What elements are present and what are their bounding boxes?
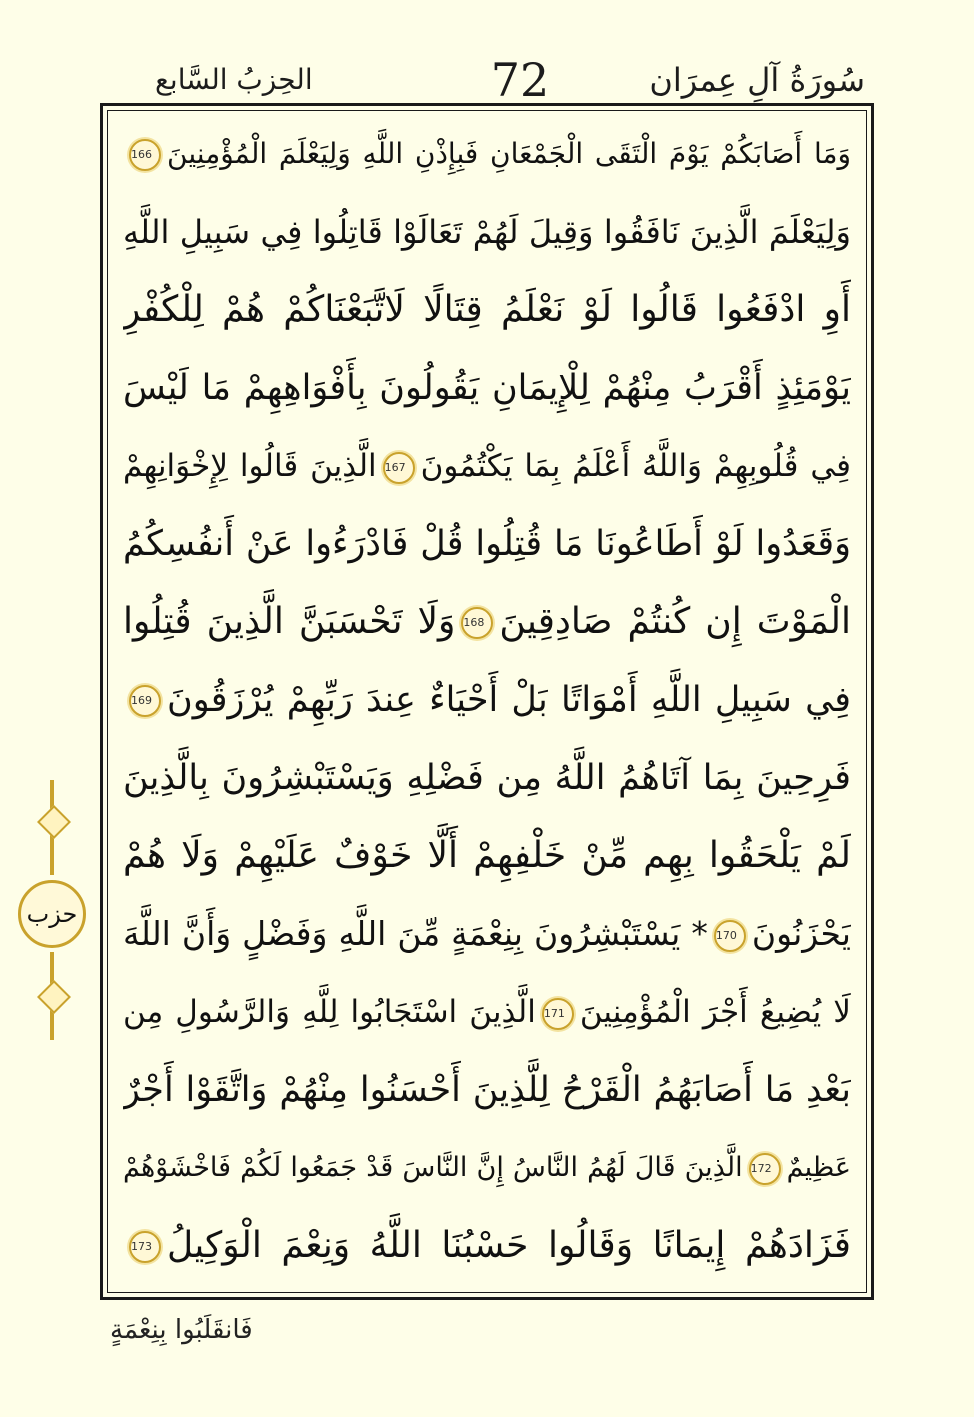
ayah-number-marker: 171	[542, 998, 574, 1030]
hizb-diamond-top-icon	[37, 805, 71, 839]
verse-text: الْمَوْتَ إِن كُنتُمْ صَادِقِينَ	[499, 601, 851, 642]
verse-line	[123, 428, 851, 504]
verse-line	[123, 116, 851, 192]
verse-lines	[123, 116, 851, 1287]
hizb-marker	[8, 780, 98, 1040]
verse-line	[123, 896, 851, 972]
verse-line	[123, 1130, 851, 1206]
verse-text: الَّذِينَ قَالَ لَهُمُ النَّاسُ إِنَّ النَّاسَ قَدْ جَمَعُوا لَكُمْ فَاخْشَوْهُمْ	[123, 1152, 743, 1183]
verse-text: يَحْزَنُونَ	[751, 914, 851, 953]
hizb-medallion	[18, 880, 86, 948]
hizb-diamond-bottom-icon	[37, 980, 71, 1014]
verse-line	[123, 584, 851, 660]
verse-line	[123, 350, 851, 426]
hizb-label: حزب	[26, 900, 78, 928]
ayah-number-marker: 167	[383, 452, 415, 484]
verse-text: بَعْدِ مَا أَصَابَهُمُ الْقَرْحُ لِلَّذِينَ أَحْسَنُوا مِنْهُمْ وَاتَّقَوْا أَجْرٌ	[123, 1070, 851, 1110]
catchword: فَانقَلَبُوا بِنِعْمَةٍ	[110, 1315, 253, 1345]
verse-line	[123, 194, 851, 270]
verse-text: وَمَا أَصَابَكُمْ يَوْمَ الْتَقَى الْجَمْعَانِ فَبِإِذْنِ اللَّهِ وَلِيَعْلَمَ الْمُؤْمِنِينَ	[167, 137, 851, 170]
ayah-number-marker: 166	[129, 139, 161, 171]
verse-text: الَّذِينَ قَالُوا لِإِخْوَانِهِمْ	[123, 448, 377, 484]
verse-text: فَزَادَهُمْ إِيمَانًا وَقَالُوا حَسْبُنَا اللَّهُ وَنِعْمَ الْوَكِيلُ	[167, 1225, 851, 1266]
verse-line	[123, 1052, 851, 1128]
verse-text: لَا يُضِيعُ أَجْرَ الْمُؤْمِنِينَ	[579, 994, 851, 1030]
text-frame	[100, 103, 874, 1300]
verse-line	[123, 740, 851, 816]
ayah-number-marker: 173	[129, 1231, 161, 1263]
verse-line	[123, 272, 851, 348]
page-header	[100, 55, 875, 105]
verse-text: وَلِيَعْلَمَ الَّذِينَ نَافَقُوا وَقِيلَ لَهُمْ تَعَالَوْا قَاتِلُوا فِي سَبِيلِ اللَّهِ	[123, 213, 851, 251]
verse-text: عَظِيمٌ	[786, 1152, 851, 1183]
verse-text: * يَسْتَبْشِرُونَ بِنِعْمَةٍ مِّنَ اللَّهِ وَفَضْلٍ وَأَنَّ اللَّهَ	[123, 914, 708, 953]
ayah-number-marker: 172	[749, 1153, 781, 1185]
verse-line	[123, 818, 851, 894]
verse-text: فَرِحِينَ بِمَا آتَاهُمُ اللَّهُ مِن فَضْلِهِ وَيَسْتَبْشِرُونَ بِالَّذِينَ	[123, 758, 851, 798]
ayah-number-marker: 170	[714, 920, 746, 952]
verse-text: الَّذِينَ اسْتَجَابُوا لِلَّهِ وَالرَّسُولِ مِن	[123, 994, 536, 1030]
verse-text: وَلَا تَحْسَبَنَّ الَّذِينَ قُتِلُوا	[123, 601, 456, 642]
verse-text: وَقَعَدُوا لَوْ أَطَاعُونَا مَا قُتِلُوا قُلْ فَادْرَءُوا عَنْ أَنفُسِكُمُ	[123, 524, 851, 564]
verse-line	[123, 974, 851, 1050]
hizb-title: الحِزبُ السَّابع	[155, 63, 313, 96]
verse-text: لَمْ يَلْحَقُوا بِهِم مِّنْ خَلْفِهِمْ أَلَّا خَوْفٌ عَلَيْهِمْ وَلَا هُمْ	[123, 835, 851, 876]
surah-title: سُورَةُ آلِ عِمرَان	[649, 61, 865, 99]
page-number: 72	[490, 53, 550, 107]
verse-line	[123, 662, 851, 738]
ayah-number-marker: 169	[129, 685, 161, 717]
verse-text: فِي قُلُوبِهِمْ وَاللَّهُ أَعْلَمُ بِمَا يَكْتُمُونَ	[420, 448, 851, 484]
ayah-number-marker: 168	[461, 607, 493, 639]
verse-text: فِي سَبِيلِ اللَّهِ أَمْوَاتًا بَلْ أَحْيَاءٌ عِندَ رَبِّهِمْ يُرْزَقُونَ	[167, 680, 851, 720]
verse-line	[123, 1208, 851, 1284]
verse-text: أَوِ ادْفَعُوا قَالُوا لَوْ نَعْلَمُ قِتَالًا لَاتَّبَعْنَاكُمْ هُمْ لِلْكُفْرِ	[123, 289, 851, 330]
verse-text: يَوْمَئِذٍ أَقْرَبُ مِنْهُمْ لِلْإِيمَانِ يَقُولُونَ بِأَفْوَاهِهِمْ مَا لَيْسَ	[123, 368, 851, 408]
verse-line	[123, 506, 851, 582]
